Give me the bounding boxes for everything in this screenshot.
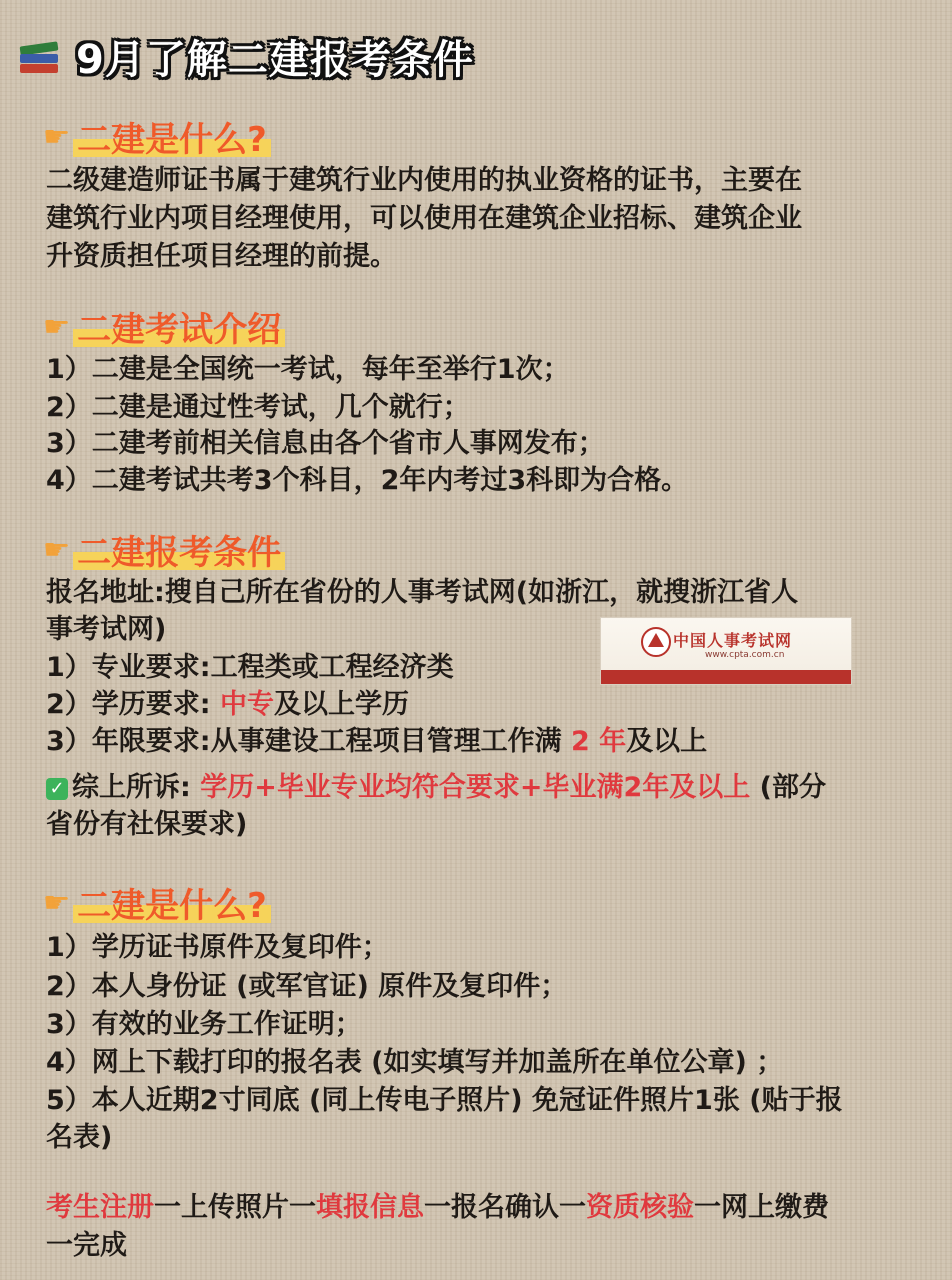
flow-step: 填报信息 bbox=[316, 1192, 424, 1223]
requirement-years bbox=[46, 724, 707, 760]
requirement-education bbox=[46, 687, 409, 723]
section-heading-materials bbox=[44, 878, 271, 927]
banner-nav-bar bbox=[601, 670, 851, 684]
title-row bbox=[18, 28, 474, 85]
list-item: 5）本人近期2寸同底 (同上传电子照片) 免冠证件照片1张 (贴于报 bbox=[46, 1085, 843, 1116]
pointing-hand-icon: ☛ bbox=[42, 120, 71, 153]
intro-line: 二级建造师证书属于建筑行业内使用的执业资格的证书，主要在 bbox=[46, 165, 802, 196]
heading-text: 二建是什么? bbox=[73, 878, 271, 927]
flow-step: 一报名确认一 bbox=[424, 1192, 586, 1223]
list-item: 2）本人身份证 (或军官证) 原件及复印件； bbox=[46, 971, 568, 1002]
flow-step: 一网上缴费 bbox=[694, 1192, 829, 1223]
summary-highlight: 学历+毕业专业均符合要求+毕业满2年及以上 bbox=[200, 772, 751, 803]
address-line: 报名地址:搜自己所在省份的人事考试网(如浙江，就搜浙江省人 bbox=[46, 577, 799, 608]
banner-url: www.cpta.com.cn bbox=[705, 650, 785, 660]
section-heading-requirements bbox=[44, 525, 285, 574]
address-line: 事考试网) bbox=[46, 614, 167, 645]
process-flow bbox=[46, 1190, 829, 1226]
intro-line: 升资质担任项目经理的前提。 bbox=[46, 241, 397, 272]
books-icon bbox=[18, 34, 64, 80]
summary-tail: (部分 bbox=[750, 772, 826, 803]
cpta-logo-icon bbox=[641, 627, 671, 657]
list-item: 3）二建考前相关信息由各个省市人事网发布； bbox=[46, 428, 605, 459]
flow-step: 资质核验 bbox=[586, 1192, 694, 1223]
list-item: 4）二建考试共考3个科目，2年内考过3科即为合格。 bbox=[46, 465, 689, 496]
req-highlight: 2 年 bbox=[570, 726, 627, 757]
pointing-hand-icon: ☛ bbox=[42, 310, 71, 343]
req-label: 2）学历要求: bbox=[46, 689, 220, 720]
cpta-banner-image bbox=[600, 617, 852, 685]
req-highlight: 中专 bbox=[219, 689, 274, 720]
process-flow-end: 一完成 bbox=[46, 1230, 127, 1261]
check-mark-icon: ✓ bbox=[46, 778, 68, 800]
list-item-continued: 名表) bbox=[46, 1122, 113, 1153]
heading-text: 二建报考条件 bbox=[73, 525, 285, 574]
section-heading-what-is bbox=[44, 112, 271, 161]
list-item: 3）有效的业务工作证明； bbox=[46, 1009, 362, 1040]
heading-text: 二建是什么? bbox=[73, 112, 271, 161]
page-title: 9月了解二建报考条件 bbox=[76, 37, 474, 83]
requirement-major: 1）专业要求:工程类或工程经济类 bbox=[46, 652, 454, 683]
req-label: 3）年限要求:从事建设工程项目管理工作满 bbox=[46, 726, 571, 757]
summary-label: 综上所诉: bbox=[72, 772, 201, 803]
heading-text: 二建考试介绍 bbox=[73, 302, 285, 351]
flow-step: 一上传照片一 bbox=[154, 1192, 316, 1223]
banner-site-name: 中国人事考试网 bbox=[673, 631, 793, 650]
list-item: 4）网上下载打印的报名表 (如实填写并加盖所在单位公章) ； bbox=[46, 1047, 784, 1078]
section-heading-exam-intro bbox=[44, 302, 285, 351]
flow-step: 考生注册 bbox=[46, 1192, 154, 1223]
req-suffix: 及以上学历 bbox=[273, 689, 409, 720]
list-item: 1）二建是全国统一考试，每年至举行1次； bbox=[46, 354, 570, 385]
list-item: 1）学历证书原件及复印件； bbox=[46, 932, 389, 963]
pointing-hand-icon: ☛ bbox=[42, 533, 71, 566]
intro-line: 建筑行业内项目经理使用，可以使用在建筑企业招标、建筑企业 bbox=[46, 203, 802, 234]
list-item: 2）二建是通过性考试，几个就行； bbox=[46, 392, 470, 423]
req-suffix: 及以上 bbox=[626, 726, 708, 757]
summary-line-2: 省份有社保要求) bbox=[46, 809, 248, 840]
pointing-hand-icon: ☛ bbox=[42, 886, 71, 919]
summary-line bbox=[46, 770, 826, 806]
